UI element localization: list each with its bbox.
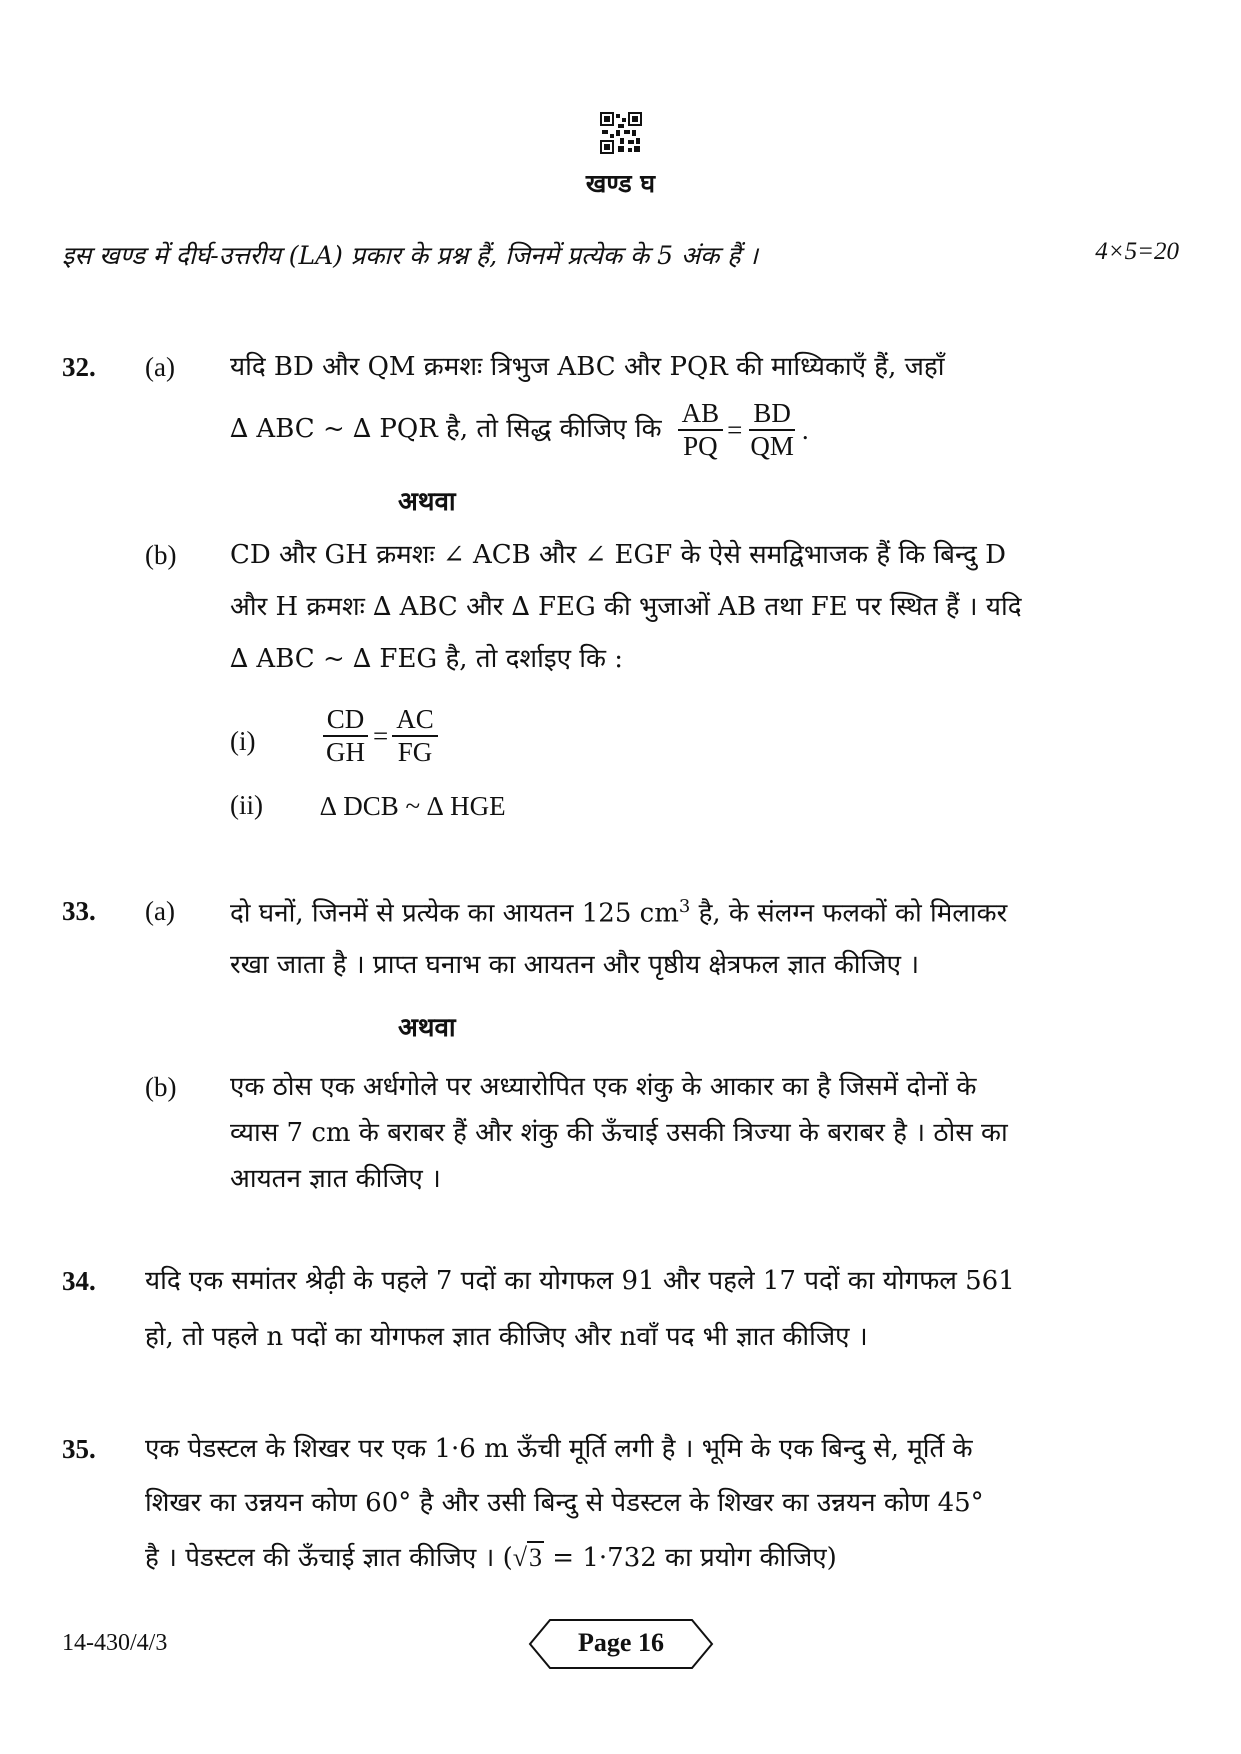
q32a-fraction-bd-qm [746,398,798,462]
paper-code: 14-430/4/3 [62,1630,168,1656]
fraction-ac-fg [392,704,438,768]
q33b-line1: एक ठोस एक अर्धगोले पर अध्यारोपित एक शंकु के आकार का है जिसमें दोनों के [230,1072,977,1102]
q35-line3 [145,1542,837,1574]
q33a-line1 [230,896,1007,930]
fraction-denominator: GH [326,737,365,768]
fraction-numerator: BD [749,398,795,431]
q33b-line2: व्यास 7 cm के बराबर हैं और शंकु की ऊँचाई उसकी त्रिज्या के बराबर है । ठोस का [230,1118,1008,1148]
fraction-cd-gh [322,704,369,768]
page-number: Page 16 [578,1628,664,1657]
q32b-sub-i-label: (i) [230,726,256,756]
q32a-line2 [230,398,809,462]
fraction-numerator: AC [392,704,438,737]
q32b-line3: ∆ ABC ~ ∆ FEG है, तो दर्शाइए कि : [230,644,623,674]
q33b-line3: आयतन ज्ञात कीजिए । [230,1164,441,1194]
or-label-q32: अथवा [398,487,456,517]
q33a-line1-post: है, के संलग्न फलकों को मिलाकर [690,898,1008,929]
fraction-denominator: PQ [683,431,718,462]
q32-option-b-label: (b) [145,540,177,570]
question-number-35: 35. [62,1434,96,1464]
sqrt-sign: √ [512,1543,528,1572]
superscript: 3 [678,896,691,917]
or-label-q33: अथवा [398,1013,456,1043]
fraction-numerator: AB [678,398,724,431]
section-instruction: इस खण्ड में दीर्घ-उत्तरीय (LA) प्रकार के प्रश्न हैं, जिनमें प्रत्येक के 5 अंक हैं । [62,241,758,270]
q32b-sub-ii-label: (ii) [230,790,263,820]
sqrt-argument: 3 [529,1543,543,1572]
equals-sign: = [727,414,743,445]
qr-code-icon [600,112,642,154]
fraction-denominator: FG [397,737,433,768]
period: . [801,414,809,445]
fraction-denominator: QM [750,431,794,462]
q33-option-b-label: (b) [145,1072,177,1102]
q32-option-a-label: (a) [145,352,175,382]
fraction-numerator: CD [323,704,369,737]
q35-line3-post: = 1·732 का प्रयोग कीजिए) [544,1543,837,1573]
question-number-33: 33. [62,896,96,926]
q33a-line2: रखा जाता है । प्राप्त घनाभ का आयतन और पृष्ठीय क्षेत्रफल ज्ञात कीजिए । [230,950,920,980]
question-number-32: 32. [62,352,96,382]
q33-option-a-label: (a) [145,896,175,926]
q32b-line2: और H क्रमशः ∆ ABC और ∆ FEG की भुजाओं AB तथा FE पर स्थित हैं । यदि [230,592,1022,622]
q35-line3-pre: है । पेडस्टल की ऊँचाई ज्ञात कीजिए । ( [145,1543,513,1573]
square-root-expression [513,1541,544,1572]
q32b-line1: CD और GH क्रमशः ∠ ACB और ∠ EGF के ऐसे समद्विभाजक हैं कि बिन्दु D [230,540,1006,570]
q32a-line1: यदि BD और QM क्रमशः त्रिभुज ABC और PQR की माध्यिकाएँ हैं, जहाँ [230,352,945,382]
question-number-34: 34. [62,1266,96,1296]
q32a-fraction-ab-pq [678,398,724,462]
section-title: खण्ड घ [585,169,656,198]
q35-line2: शिखर का उन्नयन कोण 60° है और उसी बिन्दु से पेडस्टल के शिखर का उन्नयन कोण 45° [145,1488,984,1518]
q34-line1: यदि एक समांतर श्रेढ़ी के पहले 7 पदों का योगफल 91 और पहले 17 पदों का योगफल 561 [145,1266,1015,1296]
q33a-line1-pre: दो घनों, जिनमें से प्रत्येक का आयतन 125 cm [230,898,679,929]
q35-line1: एक पेडस्टल के शिखर पर एक 1·6 m ऊँची मूर्ति लगी है । भूमि के एक बिन्दु से, मूर्ति के [145,1434,973,1464]
q32a-line2-text: ∆ ABC ~ ∆ PQR है, तो सिद्ध कीजिए कि [230,414,662,445]
section-marks: 4×5=20 [1095,238,1179,265]
q32b-sub-i-equation [318,704,442,768]
equals-sign: = [373,720,389,751]
q32b-sub-ii-text: ∆ DCB ~ ∆ HGE [320,791,506,821]
q34-line2: हो, तो पहले n पदों का योगफल ज्ञात कीजिए और nवाँ पद भी ज्ञात कीजिए । [145,1322,868,1352]
